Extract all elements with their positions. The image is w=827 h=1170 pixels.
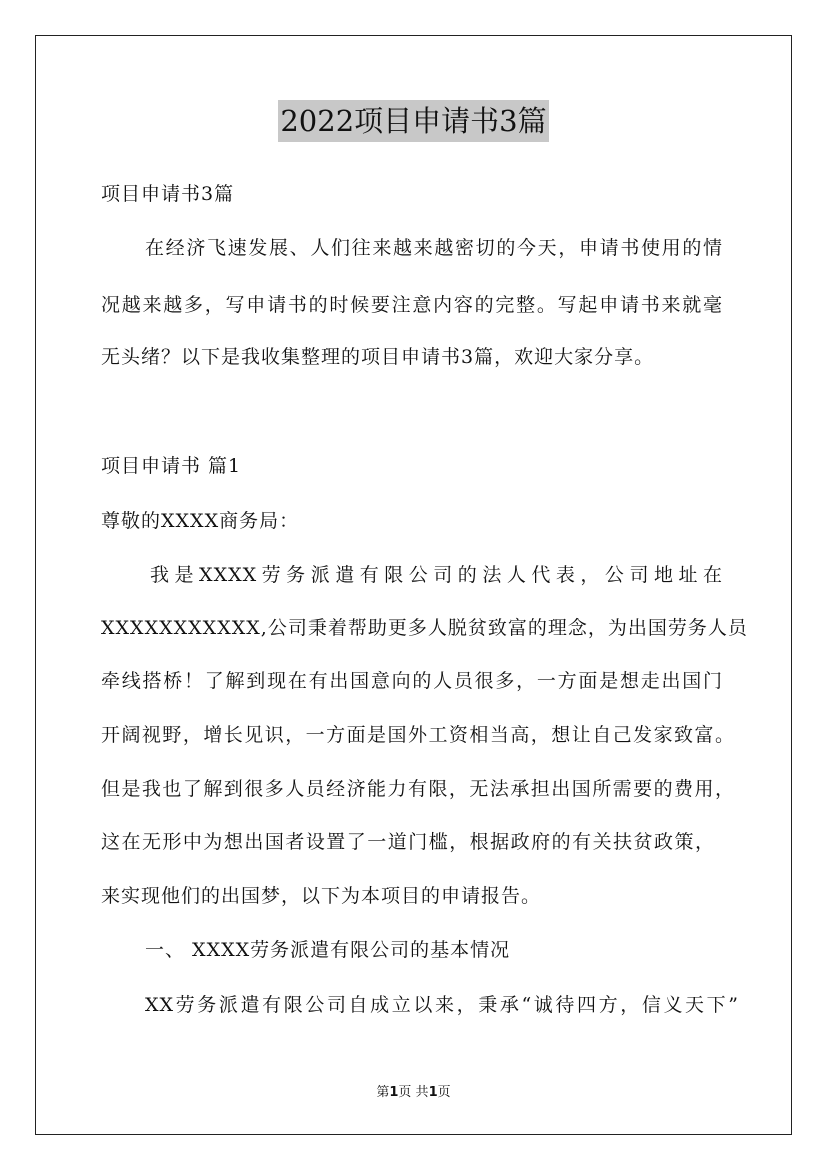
body-line-1: 我是XXXX劳务派遣有限公司的法人代表，公司地址在	[150, 564, 723, 586]
item-heading: 一、 XXXX劳务派遣有限公司的基本情况	[145, 939, 511, 961]
salutation: 尊敬的XXXX商务局：	[101, 510, 300, 532]
page-footer	[0, 1084, 827, 1102]
body-line-5: 但是我也了解到很多人员经济能力有限，无法承担出国所需要的费用，	[101, 778, 735, 800]
body-line-4: 开阔视野，增长见识，一方面是国外工资相当高，想让自己发家致富。	[101, 724, 735, 746]
title-container	[0, 100, 827, 142]
body-line-6: 这在无形中为想出国者设置了一道门槛，根据政府的有关扶贫政策，	[101, 831, 715, 853]
body-line-7: 来实现他们的出国梦，以下为本项目的申请报告。	[101, 885, 542, 907]
body-line-2: XXXXXXXXXXX,公司秉着帮助更多人脱贫致富的理念，为出国劳务人员	[101, 617, 748, 639]
footer-page-suffix: 页 共	[398, 1085, 429, 1100]
footer-page-number: 1	[389, 1085, 399, 1100]
intro-line-2: 况越来越多，写申请书的时候要注意内容的完整。写起申请书来就毫	[101, 294, 723, 316]
document-title: 2022项目申请书3篇	[278, 100, 548, 142]
intro-line-1: 在经济飞速发展、人们往来越来越密切的今天，申请书使用的情	[145, 237, 723, 259]
body-line-3: 牵线搭桥！了解到现在有出国意向的人员很多，一方面是想走出国门	[101, 670, 723, 692]
document-subtitle: 项目申请书3篇	[101, 183, 235, 205]
footer-page-prefix: 第	[376, 1085, 390, 1100]
intro-line-3: 无头绪？以下是我收集整理的项目申请书3篇，欢迎大家分享。	[101, 346, 655, 368]
last-line: XX劳务派遣有限公司自成立以来，秉承“诚待四方，信义天下”	[145, 994, 739, 1016]
footer-total-suffix: 页	[437, 1085, 451, 1100]
footer-total-pages: 1	[428, 1085, 438, 1100]
section-heading: 项目申请书 篇1	[101, 455, 242, 477]
